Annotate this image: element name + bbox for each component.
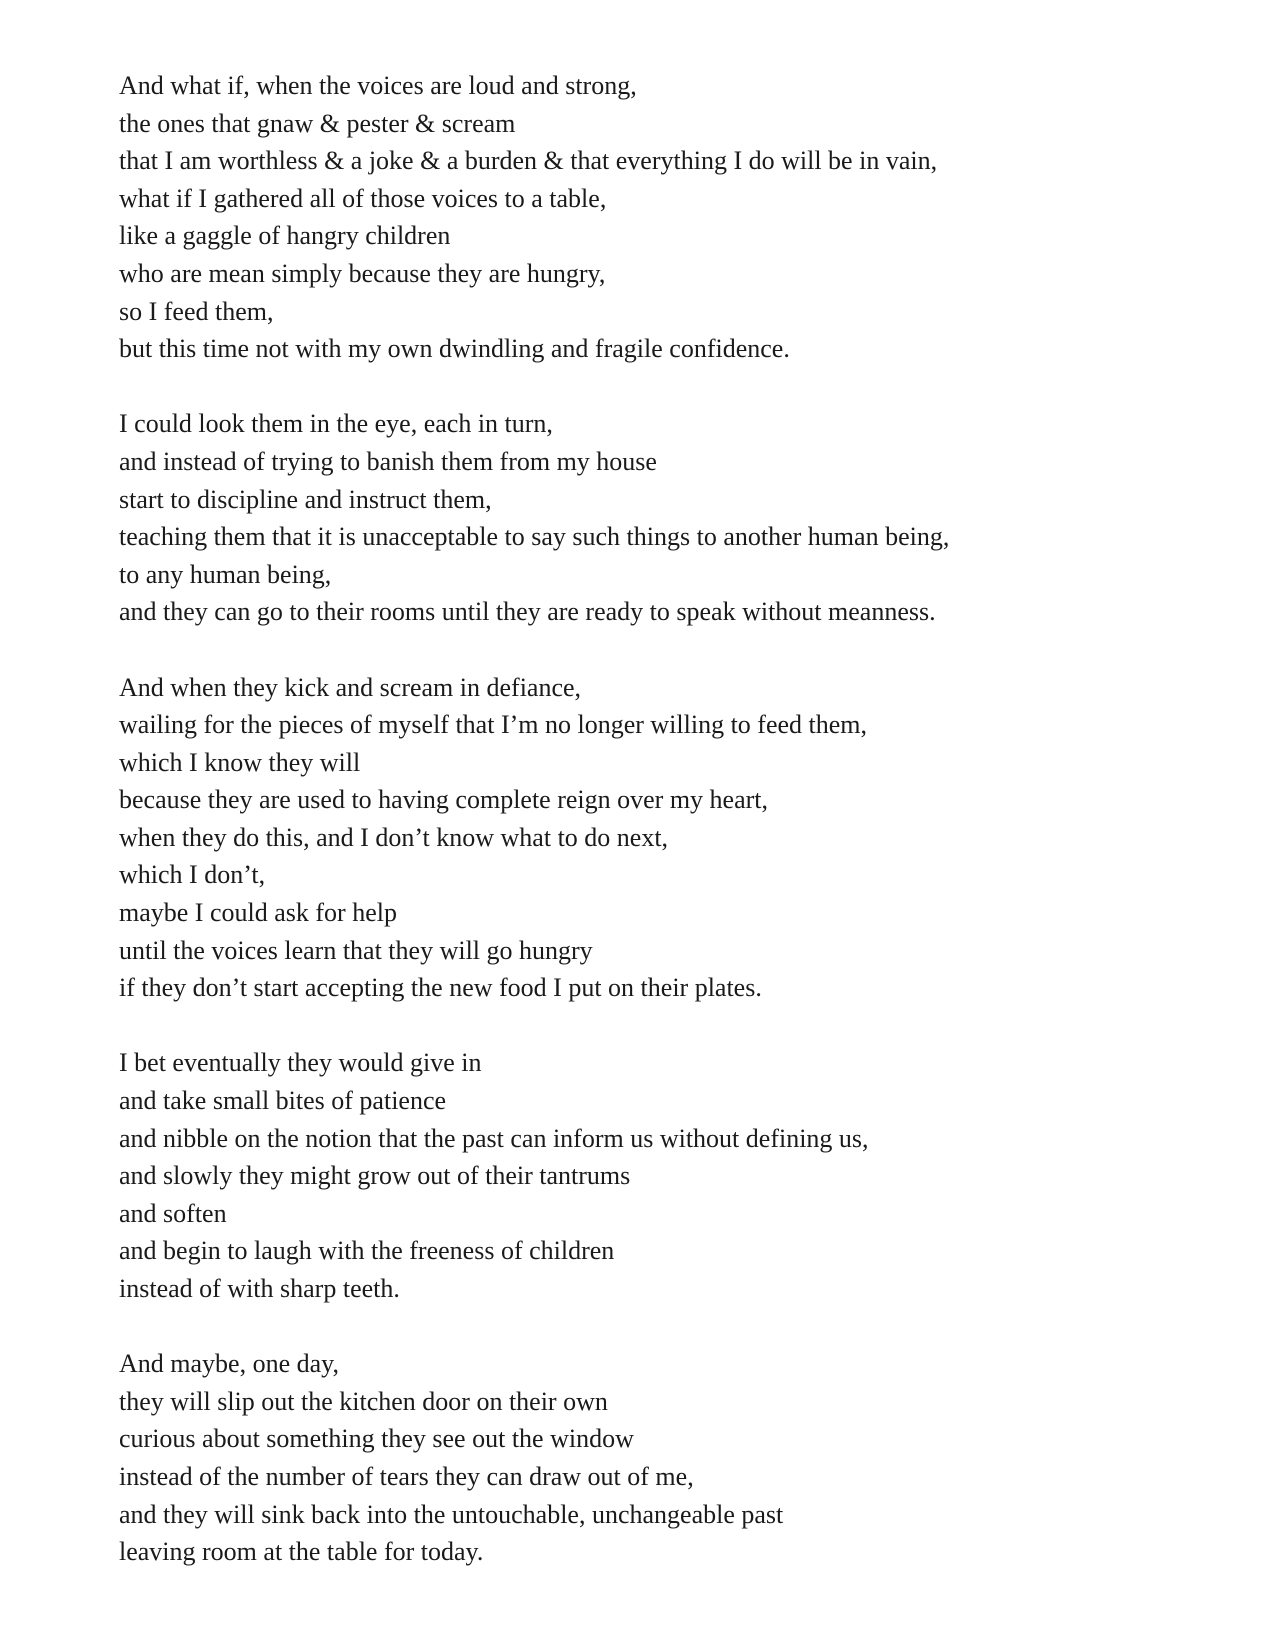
- poem-line: wailing for the pieces of myself that I’m no longer willing to feed them,: [119, 710, 868, 740]
- poem-line: the ones that gnaw & pester & scream: [119, 108, 516, 138]
- stanza-1: [119, 67, 1219, 368]
- poem-line: I bet eventually they would give in: [119, 1048, 482, 1078]
- poem-line: and they will sink back into the untouchable, unchangeable past: [119, 1499, 784, 1529]
- poem-line: who are mean simply because they are hungry,: [119, 258, 606, 288]
- poem-line: what if I gathered all of those voices to a table,: [119, 183, 607, 213]
- poem-line: so I feed them,: [119, 296, 274, 326]
- poem-body: [119, 67, 1219, 1608]
- poem-line: they will slip out the kitchen door on their own: [119, 1386, 608, 1416]
- poem-line: and take small bites of patience: [119, 1086, 447, 1116]
- stanza-5: [119, 1345, 1219, 1571]
- stanza-3: [119, 669, 1219, 1007]
- poem-line: I could look them in the eye, each in turn,: [119, 409, 553, 439]
- poem-line: and slowly they might grow out of their tantrums: [119, 1161, 631, 1191]
- poem-line: curious about something they see out the window: [119, 1424, 634, 1454]
- poem-line: until the voices learn that they will go hungry: [119, 935, 593, 965]
- stanza-4: [119, 1044, 1219, 1307]
- poem-line: and instead of trying to banish them from my house: [119, 446, 657, 476]
- poem-line: and nibble on the notion that the past can inform us without defining us,: [119, 1123, 869, 1153]
- poem-line: that I am worthless & a joke & a burden & that everything I do will be in vain,: [119, 146, 938, 176]
- poem-line: but this time not with my own dwindling and fragile confidence.: [119, 334, 790, 364]
- poem-line: when they do this, and I don’t know what to do next,: [119, 822, 669, 852]
- poem-line: maybe I could ask for help: [119, 898, 397, 928]
- poem-line: and begin to laugh with the freeness of children: [119, 1236, 615, 1266]
- poem-line: which I don’t,: [119, 860, 266, 890]
- poem-line: because they are used to having complete reign over my heart,: [119, 785, 769, 815]
- poem-line: leaving room at the table for today.: [119, 1537, 484, 1567]
- poem-line: start to discipline and instruct them,: [119, 484, 492, 514]
- poem-line: and soften: [119, 1198, 227, 1228]
- poem-line: to any human being,: [119, 559, 332, 589]
- poem-line: teaching them that it is unacceptable to say such things to another human being,: [119, 522, 950, 552]
- poem-line: And when they kick and scream in defiance,: [119, 672, 582, 702]
- poem-line: which I know they will: [119, 747, 361, 777]
- poem-line: if they don’t start accepting the new food I put on their plates.: [119, 973, 762, 1003]
- stanza-2: [119, 405, 1219, 631]
- poem-line: And what if, when the voices are loud and strong,: [119, 71, 637, 100]
- poem-line: like a gaggle of hangry children: [119, 221, 451, 251]
- poem-line: instead of with sharp teeth.: [119, 1274, 400, 1303]
- poem-line: And maybe, one day,: [119, 1349, 339, 1379]
- poem-line: and they can go to their rooms until they are ready to speak without meanness.: [119, 597, 936, 627]
- poem-line: instead of the number of tears they can draw out of me,: [119, 1461, 694, 1491]
